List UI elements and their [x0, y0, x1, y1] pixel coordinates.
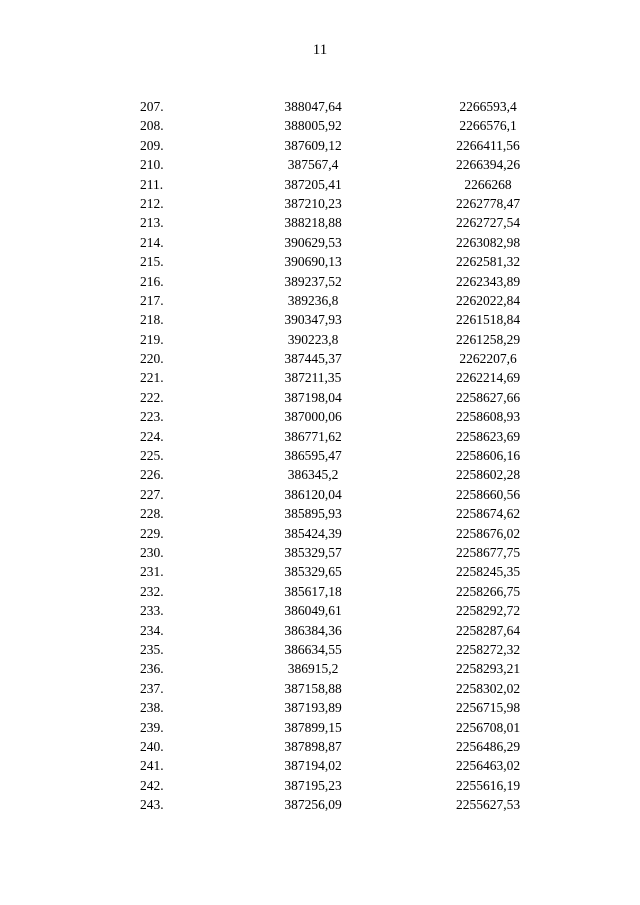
point-number: 243.: [140, 797, 164, 813]
x-coordinate: 388047,64: [284, 99, 342, 114]
x-coordinate: 387567,4: [287, 157, 339, 173]
table-row: [0, 640, 640, 659]
x-coordinate: 386345,2: [287, 467, 339, 483]
table-row: [0, 427, 640, 446]
point-number: 225.: [140, 448, 164, 464]
x-coordinate: 388218,88: [284, 215, 342, 231]
y-coordinate: 2258293,21: [455, 661, 521, 677]
x-coordinate: 387609,12: [284, 137, 342, 153]
y-coordinate: 2262214,69: [455, 370, 521, 386]
table-row: [0, 698, 640, 717]
table-row: [0, 679, 640, 698]
y-coordinate: 2266593,4: [459, 99, 517, 114]
table-row: [0, 330, 640, 349]
x-coordinate: 390223,8: [287, 331, 339, 347]
x-coordinate: 390629,53: [284, 234, 342, 250]
x-coordinate: 387158,88: [284, 680, 342, 696]
point-number: 233.: [140, 603, 164, 619]
table-row: [0, 756, 640, 775]
point-number: 237.: [140, 680, 164, 696]
table-row: [0, 543, 640, 562]
point-number: 219.: [140, 331, 164, 347]
x-coordinate: 390347,93: [284, 312, 342, 328]
table-row: [0, 155, 640, 174]
point-number: 214.: [140, 234, 164, 250]
table-row: [0, 562, 640, 581]
x-coordinate: 386595,47: [284, 448, 342, 464]
y-coordinate: 2258302,02: [455, 680, 521, 696]
y-coordinate: 2258606,16: [455, 448, 521, 464]
point-number: 232.: [140, 583, 164, 599]
y-coordinate: 2258623,69: [455, 428, 521, 444]
point-number: 226.: [140, 467, 164, 483]
y-coordinate: 2256708,01: [455, 719, 521, 735]
y-coordinate: 2258677,75: [455, 544, 521, 560]
point-number: 220.: [140, 351, 164, 367]
table-row: [0, 97, 640, 116]
y-coordinate: 2258602,28: [455, 467, 521, 483]
y-coordinate: 2256463,02: [455, 758, 521, 774]
point-number: 216.: [140, 273, 164, 289]
y-coordinate: 2258266,75: [455, 583, 521, 599]
point-number: 221.: [140, 370, 164, 386]
x-coordinate: 385424,39: [284, 525, 342, 541]
y-coordinate: 2262778,47: [455, 195, 521, 211]
y-coordinate: 2262343,89: [455, 273, 521, 289]
table-row: [0, 233, 640, 252]
point-number: 213.: [140, 215, 164, 231]
table-row: [0, 524, 640, 543]
y-coordinate: 2258272,32: [455, 641, 521, 657]
y-coordinate: 2258292,72: [455, 603, 521, 619]
y-coordinate: 2263082,98: [455, 234, 521, 250]
y-coordinate: 2256715,98: [455, 700, 521, 716]
table-row: [0, 659, 640, 678]
coordinates-table: [0, 97, 640, 814]
y-coordinate: 2258608,93: [455, 409, 521, 425]
page-number: 11: [312, 42, 328, 58]
point-number: 229.: [140, 525, 164, 541]
table-row: [0, 504, 640, 523]
y-coordinate: 2258660,56: [455, 486, 521, 502]
table-row: [0, 621, 640, 640]
x-coordinate: 387193,89: [284, 700, 342, 716]
y-coordinate: 2266576,1: [459, 118, 517, 134]
x-coordinate: 388005,92: [284, 118, 342, 134]
x-coordinate: 387256,09: [284, 797, 342, 813]
point-number: 223.: [140, 409, 164, 425]
x-coordinate: 386120,04: [284, 486, 342, 502]
point-number: 208.: [140, 118, 164, 134]
x-coordinate: 387210,23: [284, 195, 342, 211]
table-row: [0, 368, 640, 387]
point-number: 215.: [140, 254, 164, 270]
y-coordinate: 2266394,26: [455, 157, 521, 173]
point-number: 235.: [140, 641, 164, 657]
table-row: [0, 795, 640, 814]
y-coordinate: 2262581,32: [455, 254, 521, 270]
table-row: [0, 175, 640, 194]
point-number: 211.: [140, 176, 164, 192]
point-number: 242.: [140, 777, 164, 793]
point-number: 210.: [140, 157, 164, 173]
y-coordinate: 2261518,84: [455, 312, 521, 328]
table-row: [0, 737, 640, 756]
point-number: 240.: [140, 738, 164, 754]
x-coordinate: 385895,93: [284, 506, 342, 522]
x-coordinate: 387898,87: [284, 738, 342, 754]
table-row: [0, 465, 640, 484]
table-row: [0, 272, 640, 291]
point-number: 228.: [140, 506, 164, 522]
table-row: [0, 252, 640, 271]
point-number: 207.: [140, 99, 164, 114]
point-number: 218.: [140, 312, 164, 328]
x-coordinate: 386049,61: [284, 603, 342, 619]
x-coordinate: 387445,37: [284, 351, 342, 367]
x-coordinate: 390690,13: [284, 254, 342, 270]
point-number: 238.: [140, 700, 164, 716]
point-number: 224.: [140, 428, 164, 444]
y-coordinate: 2256486,29: [455, 738, 521, 754]
x-coordinate: 385329,57: [284, 544, 342, 560]
y-coordinate: 2258287,64: [455, 622, 521, 638]
x-coordinate: 386384,36: [284, 622, 342, 638]
x-coordinate: 389237,52: [284, 273, 342, 289]
y-coordinate: 2255616,19: [455, 777, 521, 793]
point-number: 241.: [140, 758, 164, 774]
y-coordinate: 2262727,54: [455, 215, 521, 231]
x-coordinate: 387205,41: [284, 176, 342, 192]
x-coordinate: 387198,04: [284, 389, 342, 405]
table-row: [0, 601, 640, 620]
y-coordinate: 2258245,35: [455, 564, 521, 580]
table-row: [0, 213, 640, 232]
point-number: 230.: [140, 544, 164, 560]
table-row: [0, 582, 640, 601]
x-coordinate: 387899,15: [284, 719, 342, 735]
x-coordinate: 386915,2: [287, 661, 339, 677]
point-number: 222.: [140, 389, 164, 405]
x-coordinate: 389236,8: [287, 292, 339, 308]
x-coordinate: 387195,23: [284, 777, 342, 793]
y-coordinate: 2258676,02: [455, 525, 521, 541]
table-row: [0, 718, 640, 737]
x-coordinate: 385617,18: [284, 583, 342, 599]
table-row: [0, 136, 640, 155]
table-row: [0, 388, 640, 407]
point-number: 227.: [140, 486, 164, 502]
table-row: [0, 446, 640, 465]
table-row: [0, 349, 640, 368]
x-coordinate: 387211,35: [284, 370, 342, 386]
y-coordinate: 2261258,29: [455, 331, 521, 347]
y-coordinate: 2262022,84: [455, 292, 521, 308]
point-number: 212.: [140, 195, 164, 211]
y-coordinate: 2255627,53: [455, 797, 521, 813]
x-coordinate: 387000,06: [284, 409, 342, 425]
x-coordinate: 385329,65: [284, 564, 342, 580]
y-coordinate: 2262207,6: [459, 351, 517, 367]
table-row: [0, 485, 640, 504]
table-row: [0, 116, 640, 135]
point-number: 231.: [140, 564, 164, 580]
point-number: 236.: [140, 661, 164, 677]
y-coordinate: 2258674,62: [455, 506, 521, 522]
y-coordinate: 2266268: [464, 176, 512, 192]
point-number: 209.: [140, 137, 164, 153]
table-row: [0, 407, 640, 426]
table-row: [0, 310, 640, 329]
y-coordinate: 2266411,56: [456, 137, 520, 153]
y-coordinate: 2258627,66: [455, 389, 521, 405]
x-coordinate: 386634,55: [284, 641, 342, 657]
x-coordinate: 387194,02: [284, 758, 342, 774]
table-row: [0, 291, 640, 310]
point-number: 217.: [140, 292, 164, 308]
x-coordinate: 386771,62: [284, 428, 342, 444]
table-row: [0, 194, 640, 213]
point-number: 239.: [140, 719, 164, 735]
point-number: 234.: [140, 622, 164, 638]
table-row: [0, 776, 640, 795]
